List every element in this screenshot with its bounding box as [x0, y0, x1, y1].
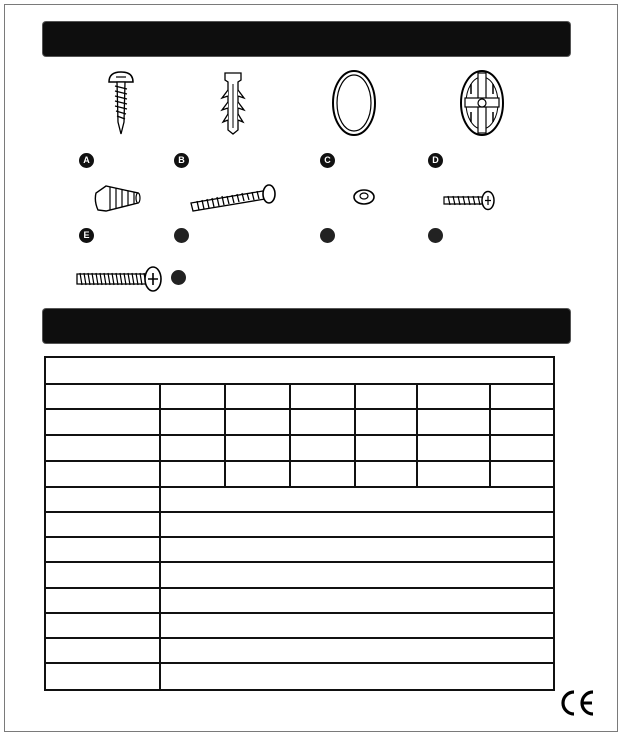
table-cell	[290, 435, 355, 461]
badge-h	[428, 228, 443, 243]
washer-icon	[351, 186, 377, 208]
table-row	[45, 461, 554, 487]
badge-i	[171, 270, 186, 285]
row-value	[160, 588, 554, 613]
table-cell	[160, 461, 225, 487]
threaded-rod-icon	[74, 264, 164, 294]
mounting-plate-icon	[457, 68, 507, 138]
table-row	[45, 613, 554, 638]
table-cell	[160, 384, 225, 409]
table-cell	[490, 384, 554, 409]
badge-c: C	[320, 153, 335, 168]
table-row	[45, 435, 554, 461]
screw-icon	[106, 70, 136, 136]
table-cell	[45, 384, 160, 409]
table-cell	[45, 461, 160, 487]
badge-d: D	[428, 153, 443, 168]
table-cell	[490, 409, 554, 435]
spec-table	[44, 356, 555, 691]
table-cell	[225, 384, 290, 409]
table-row	[45, 409, 554, 435]
row-value	[160, 562, 554, 588]
table-cell	[290, 461, 355, 487]
badge-a: A	[79, 153, 94, 168]
table-cell	[355, 461, 417, 487]
table-cell	[225, 461, 290, 487]
table-cell	[417, 409, 490, 435]
spec-table-title	[45, 357, 554, 384]
table-cell	[417, 461, 490, 487]
table-row	[45, 663, 554, 690]
row-label	[45, 487, 160, 512]
row-value	[160, 638, 554, 663]
table-cell	[417, 435, 490, 461]
row-label	[45, 562, 160, 588]
long-bolt-icon	[187, 183, 279, 215]
row-label	[45, 588, 160, 613]
table-cell	[417, 384, 490, 409]
table-cell	[290, 384, 355, 409]
ce-mark-icon	[557, 688, 597, 718]
table-cell	[490, 461, 554, 487]
table-row	[45, 562, 554, 588]
table-row	[45, 638, 554, 663]
table-cell	[45, 435, 160, 461]
wall-anchor-icon	[217, 70, 249, 136]
badge-g	[320, 228, 335, 243]
table-cell	[160, 409, 225, 435]
small-screw-icon	[441, 189, 497, 213]
table-row	[45, 384, 554, 409]
row-value	[160, 487, 554, 512]
table-cell	[290, 409, 355, 435]
table-row	[45, 537, 554, 562]
row-label	[45, 638, 160, 663]
gasket-ring-icon	[330, 68, 378, 138]
table-cell	[225, 409, 290, 435]
parts-header-bar	[43, 22, 570, 56]
row-label	[45, 663, 160, 690]
row-value	[160, 663, 554, 690]
row-value	[160, 512, 554, 537]
specs-header-bar	[43, 309, 570, 343]
wire-nut-icon	[92, 183, 142, 215]
table-cell	[225, 435, 290, 461]
row-label	[45, 613, 160, 638]
table-row	[45, 512, 554, 537]
table-row	[45, 487, 554, 512]
badge-f	[174, 228, 189, 243]
table-cell	[160, 435, 225, 461]
badge-e: E	[79, 228, 94, 243]
table-cell	[490, 435, 554, 461]
row-value	[160, 537, 554, 562]
row-label	[45, 512, 160, 537]
row-label	[45, 537, 160, 562]
table-cell	[355, 384, 417, 409]
table-row	[45, 588, 554, 613]
table-cell	[45, 409, 160, 435]
table-cell	[355, 435, 417, 461]
badge-b: B	[174, 153, 189, 168]
row-value	[160, 613, 554, 638]
table-cell	[355, 409, 417, 435]
